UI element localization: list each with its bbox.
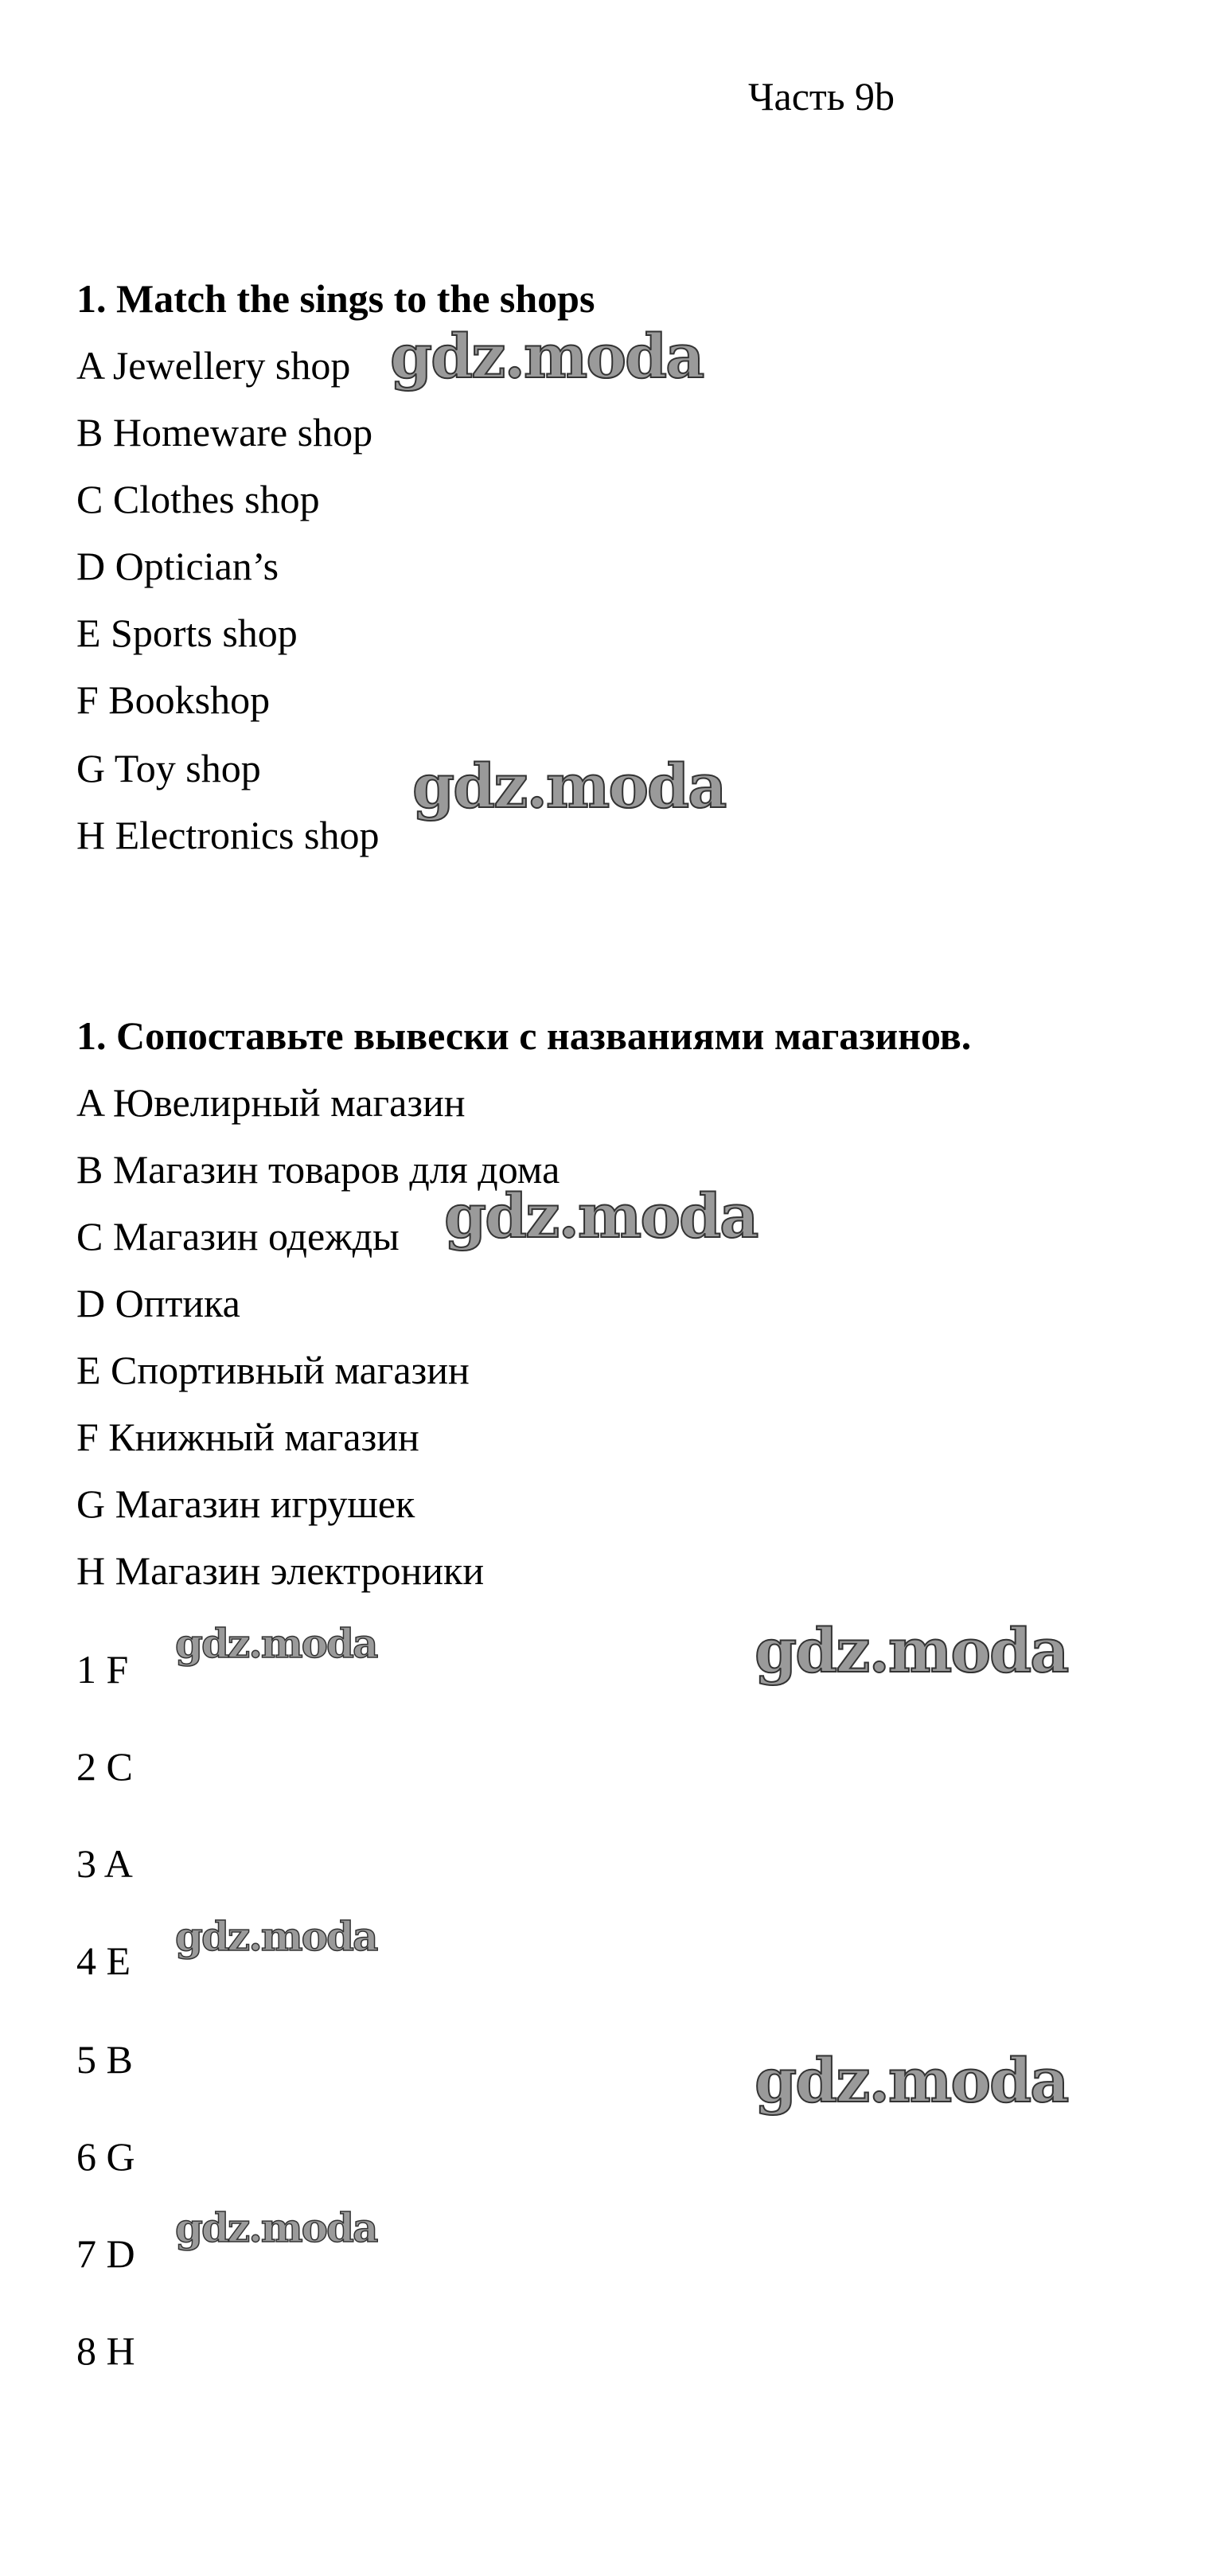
answer: 2 C [76, 1744, 133, 1789]
answer: 5 B [76, 2037, 133, 2082]
exercise-heading-en: 1. Match the sings to the shops [76, 276, 595, 321]
answer: 6 G [76, 2134, 135, 2179]
list-item: G Магазин игрушек [76, 1481, 415, 1526]
watermark: gdz.moda [390, 321, 704, 392]
list-item: E Sports shop [76, 611, 298, 655]
list-item: E Спортивный магазин [76, 1348, 470, 1392]
answer: 7 D [76, 2231, 135, 2276]
exercise-heading-ru: 1. Сопоставьте вывески с названиями магазинов. [76, 1013, 972, 1058]
answer: 3 A [76, 1841, 133, 1886]
watermark: gdz.moda [175, 2204, 377, 2251]
watermark: gdz.moda [755, 2045, 1068, 2116]
list-item: D Оптика [76, 1281, 240, 1325]
list-item: F Книжный магазин [76, 1415, 419, 1459]
watermark: gdz.moda [175, 1913, 377, 1960]
list-item: G Toy shop [76, 746, 261, 790]
list-item: D Optician’s [76, 544, 279, 588]
list-item: H Магазин электроники [76, 1548, 485, 1593]
watermark: gdz.moda [175, 1620, 377, 1667]
part-title: Часть 9b [748, 74, 895, 119]
list-item: B Homeware shop [76, 410, 373, 455]
watermark: gdz.moda [444, 1181, 758, 1251]
list-item: H Electronics shop [76, 813, 380, 857]
answer: 1 F [76, 1647, 129, 1692]
list-item: C Магазин одежды [76, 1214, 400, 1259]
list-item: F Bookshop [76, 677, 271, 722]
answer: 4 E [76, 1938, 131, 1983]
list-item: A Jewellery shop [76, 343, 351, 388]
list-item: C Clothes shop [76, 477, 320, 521]
list-item: A Ювелирный магазин [76, 1080, 466, 1125]
watermark: gdz.moda [755, 1615, 1068, 1686]
list-item: B Магазин товаров для дома [76, 1147, 560, 1192]
answer: 8 H [76, 2328, 135, 2373]
watermark: gdz.moda [412, 751, 726, 822]
